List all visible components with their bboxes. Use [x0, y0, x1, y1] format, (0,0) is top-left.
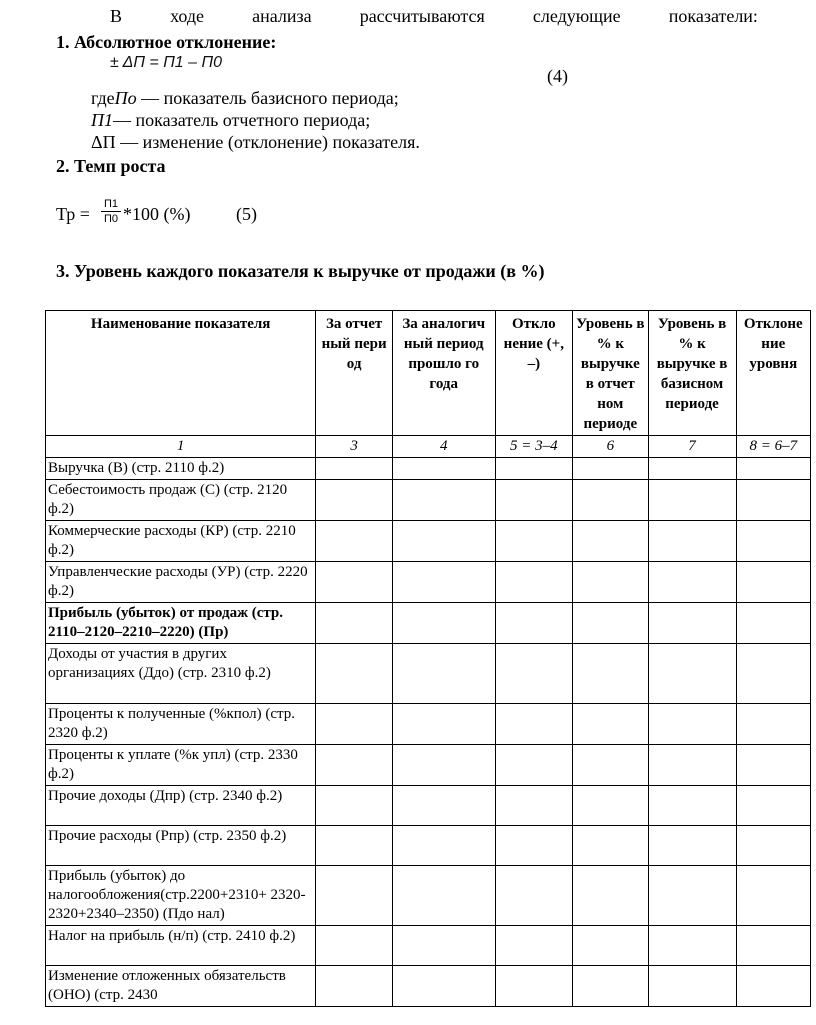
- definition-p0: [91, 88, 399, 109]
- empty-cell: [392, 458, 495, 480]
- section2-heading: 2. Темп роста: [56, 156, 166, 176]
- table-row: [46, 745, 811, 786]
- empty-cell: [736, 562, 810, 603]
- empty-cell: [573, 966, 648, 1007]
- column-number: 4: [392, 436, 495, 458]
- indicator-name: Прибыль (убыток) до налогообложения(стр.2200+2310+ 2320-2320+2340–2350) (Пдо нал): [46, 866, 316, 926]
- column-number: 6: [573, 436, 648, 458]
- indicator-name: Прочие расходы (Рпр) (стр. 2350 ф.2): [46, 826, 316, 866]
- empty-cell: [392, 704, 495, 745]
- intro-word: показатели:: [668, 6, 758, 26]
- column-number: 7: [648, 436, 736, 458]
- empty-cell: [495, 521, 573, 562]
- empty-cell: [495, 966, 573, 1007]
- intro-word: следующие: [532, 6, 621, 26]
- table-row: [46, 926, 811, 966]
- empty-cell: [392, 480, 495, 521]
- empty-cell: [648, 966, 736, 1007]
- empty-cell: [648, 786, 736, 826]
- empty-cell: [316, 603, 393, 644]
- empty-cell: [316, 826, 393, 866]
- fraction-numerator: П1: [101, 197, 121, 212]
- indicator-name: Прибыль (убыток) от продаж (стр. 2110–2120–2210–2220) (Пр): [46, 603, 316, 644]
- empty-cell: [495, 562, 573, 603]
- empty-cell: [648, 826, 736, 866]
- column-number: 1: [46, 436, 316, 458]
- column-number-row: [46, 436, 811, 458]
- table-row: [46, 480, 811, 521]
- empty-cell: [648, 562, 736, 603]
- empty-cell: [316, 704, 393, 745]
- empty-cell: [316, 480, 393, 521]
- indicators-table: [45, 310, 811, 1007]
- absolute-deviation-formula: ± ΔП = П1 – П0: [110, 54, 222, 71]
- empty-cell: [495, 704, 573, 745]
- indicator-name: Доходы от участия в других организациях (Ддо) (стр. 2310 ф.2): [46, 644, 316, 704]
- empty-cell: [573, 480, 648, 521]
- empty-cell: [648, 926, 736, 966]
- empty-cell: [573, 603, 648, 644]
- empty-cell: [316, 521, 393, 562]
- empty-cell: [495, 826, 573, 866]
- indicator-name: Себестоимость продаж (С) (стр. 2120 ф.2): [46, 480, 316, 521]
- intro-word: анализа: [252, 6, 312, 26]
- empty-cell: [316, 644, 393, 704]
- empty-cell: [392, 866, 495, 926]
- indicator-name: Прочие доходы (Дпр) (стр. 2340 ф.2): [46, 786, 316, 826]
- p0-text: — показатель базисного периода;: [136, 88, 399, 108]
- fraction-denominator: П0: [103, 213, 119, 225]
- column-number: 5 = 3–4: [495, 436, 573, 458]
- empty-cell: [736, 926, 810, 966]
- empty-cell: [736, 966, 810, 1007]
- empty-cell: [495, 745, 573, 786]
- p1-text: — показатель отчетного периода;: [113, 110, 371, 130]
- empty-cell: [736, 745, 810, 786]
- empty-cell: [648, 458, 736, 480]
- empty-cell: [392, 603, 495, 644]
- indicator-name: Коммерческие расходы (КР) (стр. 2210 ф.2): [46, 521, 316, 562]
- empty-cell: [736, 826, 810, 866]
- column-header: За аналогич ный период прошло го года: [392, 311, 495, 436]
- column-header: Уровень в % к выручке в базисном периоде: [648, 311, 736, 436]
- empty-cell: [392, 826, 495, 866]
- growth-rate-lhs: Тр =: [56, 204, 90, 224]
- empty-cell: [316, 926, 393, 966]
- empty-cell: [392, 644, 495, 704]
- indicator-name: Налог на прибыль (н/п) (стр. 2410 ф.2): [46, 926, 316, 966]
- p0-symbol: По: [114, 88, 137, 108]
- empty-cell: [316, 562, 393, 603]
- empty-cell: [316, 786, 393, 826]
- empty-cell: [392, 521, 495, 562]
- empty-cell: [648, 745, 736, 786]
- section1-heading: 1. Абсолютное отклонение:: [56, 32, 277, 52]
- empty-cell: [495, 644, 573, 704]
- empty-cell: [736, 603, 810, 644]
- empty-cell: [648, 603, 736, 644]
- empty-cell: [495, 786, 573, 826]
- empty-cell: [392, 966, 495, 1007]
- table-row: [46, 866, 811, 926]
- empty-cell: [573, 826, 648, 866]
- empty-cell: [736, 480, 810, 521]
- indicator-name: Изменение отложенных обязательств (ОНО) (стр. 2430: [46, 966, 316, 1007]
- table-row: [46, 603, 811, 644]
- column-header: За отчет ный пери од: [316, 311, 393, 436]
- empty-cell: [316, 458, 393, 480]
- empty-cell: [392, 745, 495, 786]
- table-row: [46, 521, 811, 562]
- empty-cell: [573, 521, 648, 562]
- formula-number-4: (4): [547, 66, 568, 86]
- empty-cell: [736, 458, 810, 480]
- empty-cell: [392, 562, 495, 603]
- empty-cell: [573, 866, 648, 926]
- empty-cell: [648, 866, 736, 926]
- indicator-name: Выручка (В) (стр. 2110 ф.2): [46, 458, 316, 480]
- empty-cell: [573, 644, 648, 704]
- intro-word: В: [110, 6, 123, 26]
- column-number: 3: [316, 436, 393, 458]
- indicator-name: Управленческие расходы (УР) (стр. 2220 ф.2): [46, 562, 316, 603]
- column-header: Наименование показателя: [46, 311, 316, 436]
- table-row: [46, 704, 811, 745]
- empty-cell: [648, 704, 736, 745]
- indicator-name: Проценты к уплате (%к упл) (стр. 2330 ф.2): [46, 745, 316, 786]
- empty-cell: [573, 704, 648, 745]
- empty-cell: [495, 926, 573, 966]
- empty-cell: [392, 926, 495, 966]
- growth-rate-rhs: *100 (%): [123, 204, 191, 224]
- empty-cell: [736, 704, 810, 745]
- formula-number-5: (5): [236, 204, 257, 224]
- header-row: [46, 311, 811, 436]
- intro-word: рассчитываются: [359, 6, 485, 26]
- column-header: Отклоне ние уровня: [736, 311, 810, 436]
- empty-cell: [648, 480, 736, 521]
- empty-cell: [573, 458, 648, 480]
- empty-cell: [392, 786, 495, 826]
- column-header: Откло нение (+, –): [495, 311, 573, 436]
- indicator-name: Проценты к полученные (%кпол) (стр. 2320 ф.2): [46, 704, 316, 745]
- empty-cell: [573, 786, 648, 826]
- empty-cell: [495, 866, 573, 926]
- table-row: [46, 966, 811, 1007]
- empty-cell: [648, 644, 736, 704]
- empty-cell: [495, 480, 573, 521]
- empty-cell: [736, 866, 810, 926]
- empty-cell: [736, 644, 810, 704]
- table-row: [46, 562, 811, 603]
- empty-cell: [573, 926, 648, 966]
- table-row: [46, 786, 811, 826]
- p1-symbol: П1: [91, 110, 113, 130]
- empty-cell: [736, 786, 810, 826]
- intro-word: ходе: [170, 6, 205, 26]
- table-row: [46, 644, 811, 704]
- empty-cell: [736, 521, 810, 562]
- column-number: 8 = 6–7: [736, 436, 810, 458]
- empty-cell: [495, 603, 573, 644]
- intro-line: [110, 6, 758, 27]
- table-row: [46, 458, 811, 480]
- growth-rate-fraction: [101, 197, 121, 226]
- empty-cell: [316, 866, 393, 926]
- definition-delta: ΔП — изменение (отклонение) показателя.: [91, 132, 420, 152]
- definition-p1: [91, 110, 370, 131]
- section3-heading: 3. Уровень каждого показателя к выручке от продажи (в %): [56, 261, 545, 281]
- where-label: где: [91, 88, 115, 108]
- column-header: Уровень в % к выручке в отчет ном периоде: [573, 311, 648, 436]
- empty-cell: [495, 458, 573, 480]
- empty-cell: [316, 966, 393, 1007]
- table-row: [46, 826, 811, 866]
- empty-cell: [316, 745, 393, 786]
- empty-cell: [573, 745, 648, 786]
- empty-cell: [648, 521, 736, 562]
- empty-cell: [573, 562, 648, 603]
